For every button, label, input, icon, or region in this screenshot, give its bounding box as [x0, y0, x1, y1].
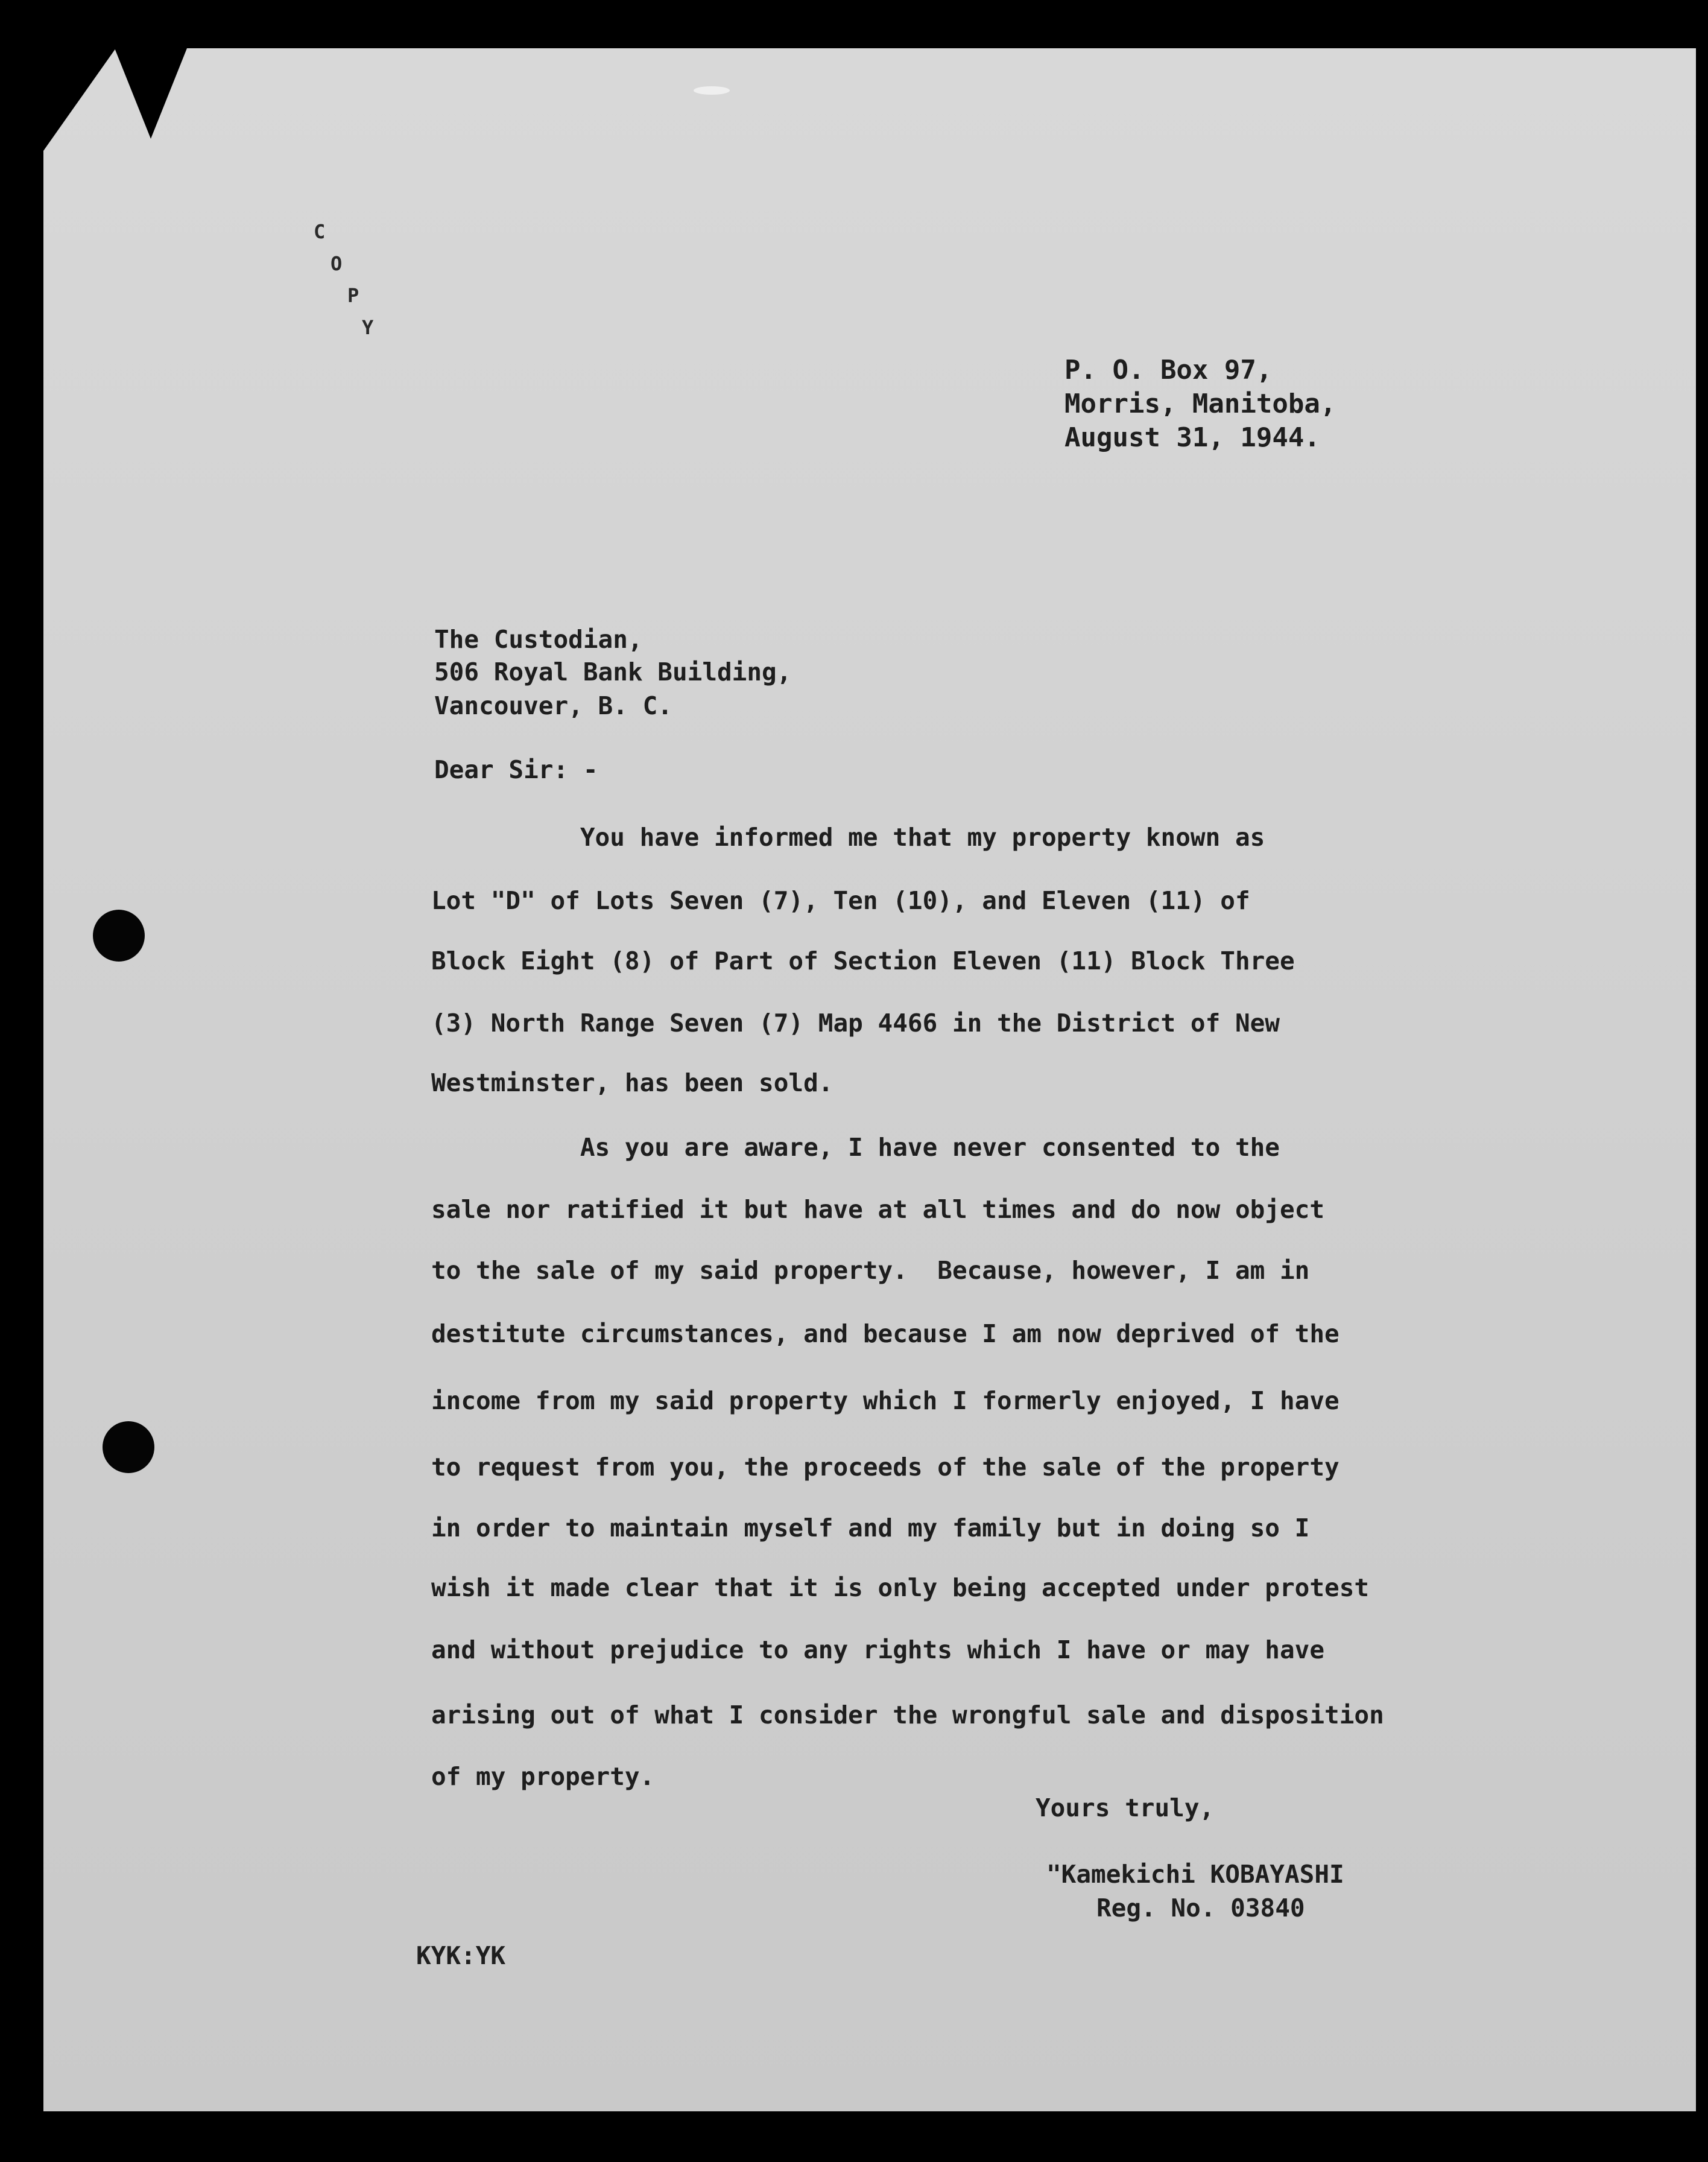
- body-line: You have informed me that my property known as: [431, 823, 1265, 852]
- recipient-line: The Custodian,: [434, 625, 643, 654]
- body-line: to request from you, the proceeds of the sale of the property: [431, 1453, 1340, 1482]
- body-line: arising out of what I consider the wrongful sale and disposition: [431, 1701, 1384, 1729]
- closing: Yours truly,: [1036, 1793, 1215, 1822]
- body-line: wish it made clear that it is only being accepted under protest: [431, 1573, 1370, 1602]
- registration-number: Reg. No. 03840: [1096, 1894, 1305, 1923]
- copy-stamp-letter: O: [331, 252, 343, 275]
- punch-hole: [103, 1421, 154, 1473]
- copy-stamp-letter: Y: [362, 316, 374, 339]
- body-line: Block Eight (8) of Part of Section Eleven (11) Block Three: [431, 946, 1295, 975]
- paper-sheet: [43, 48, 1696, 2111]
- corner-notch: [115, 48, 187, 139]
- body-line: and without prejudice to any rights which I have or may have: [431, 1635, 1325, 1664]
- body-line: income from my said property which I formerly enjoyed, I have: [431, 1386, 1340, 1415]
- copy-stamp-letter: P: [347, 284, 359, 307]
- body-line: to the sale of my said property. Because, however, I am in: [431, 1256, 1310, 1285]
- typist-initials: KYK:YK: [416, 1941, 506, 1970]
- body-line: (3) North Range Seven (7) Map 4466 in the District of New: [431, 1009, 1280, 1038]
- salutation: Dear Sir: -: [434, 755, 598, 784]
- body-line: Lot "D" of Lots Seven (7), Ten (10), and Eleven (11) of: [431, 886, 1250, 915]
- sender-address-line: Morris, Manitoba,: [1064, 388, 1336, 419]
- body-line: destitute circumstances, and because I am now deprived of the: [431, 1319, 1340, 1348]
- signature-name: "Kamekichi KOBAYASHI: [1046, 1860, 1344, 1889]
- body-line: As you are aware, I have never consented to the: [431, 1133, 1280, 1162]
- letter-date: August 31, 1944.: [1064, 422, 1320, 453]
- body-line: sale nor ratified it but have at all times and do now object: [431, 1195, 1325, 1224]
- punch-hole: [93, 910, 145, 962]
- stray-mark: [694, 86, 730, 95]
- recipient-line: Vancouver, B. C.: [434, 691, 672, 720]
- torn-corner: [43, 48, 116, 151]
- body-line: in order to maintain myself and my family but in doing so I: [431, 1514, 1310, 1542]
- copy-stamp-letter: C: [314, 220, 326, 243]
- body-line: Westminster, has been sold.: [431, 1068, 833, 1097]
- body-line: of my property.: [431, 1762, 655, 1791]
- sender-address-line: P. O. Box 97,: [1064, 355, 1273, 385]
- recipient-line: 506 Royal Bank Building,: [434, 658, 792, 686]
